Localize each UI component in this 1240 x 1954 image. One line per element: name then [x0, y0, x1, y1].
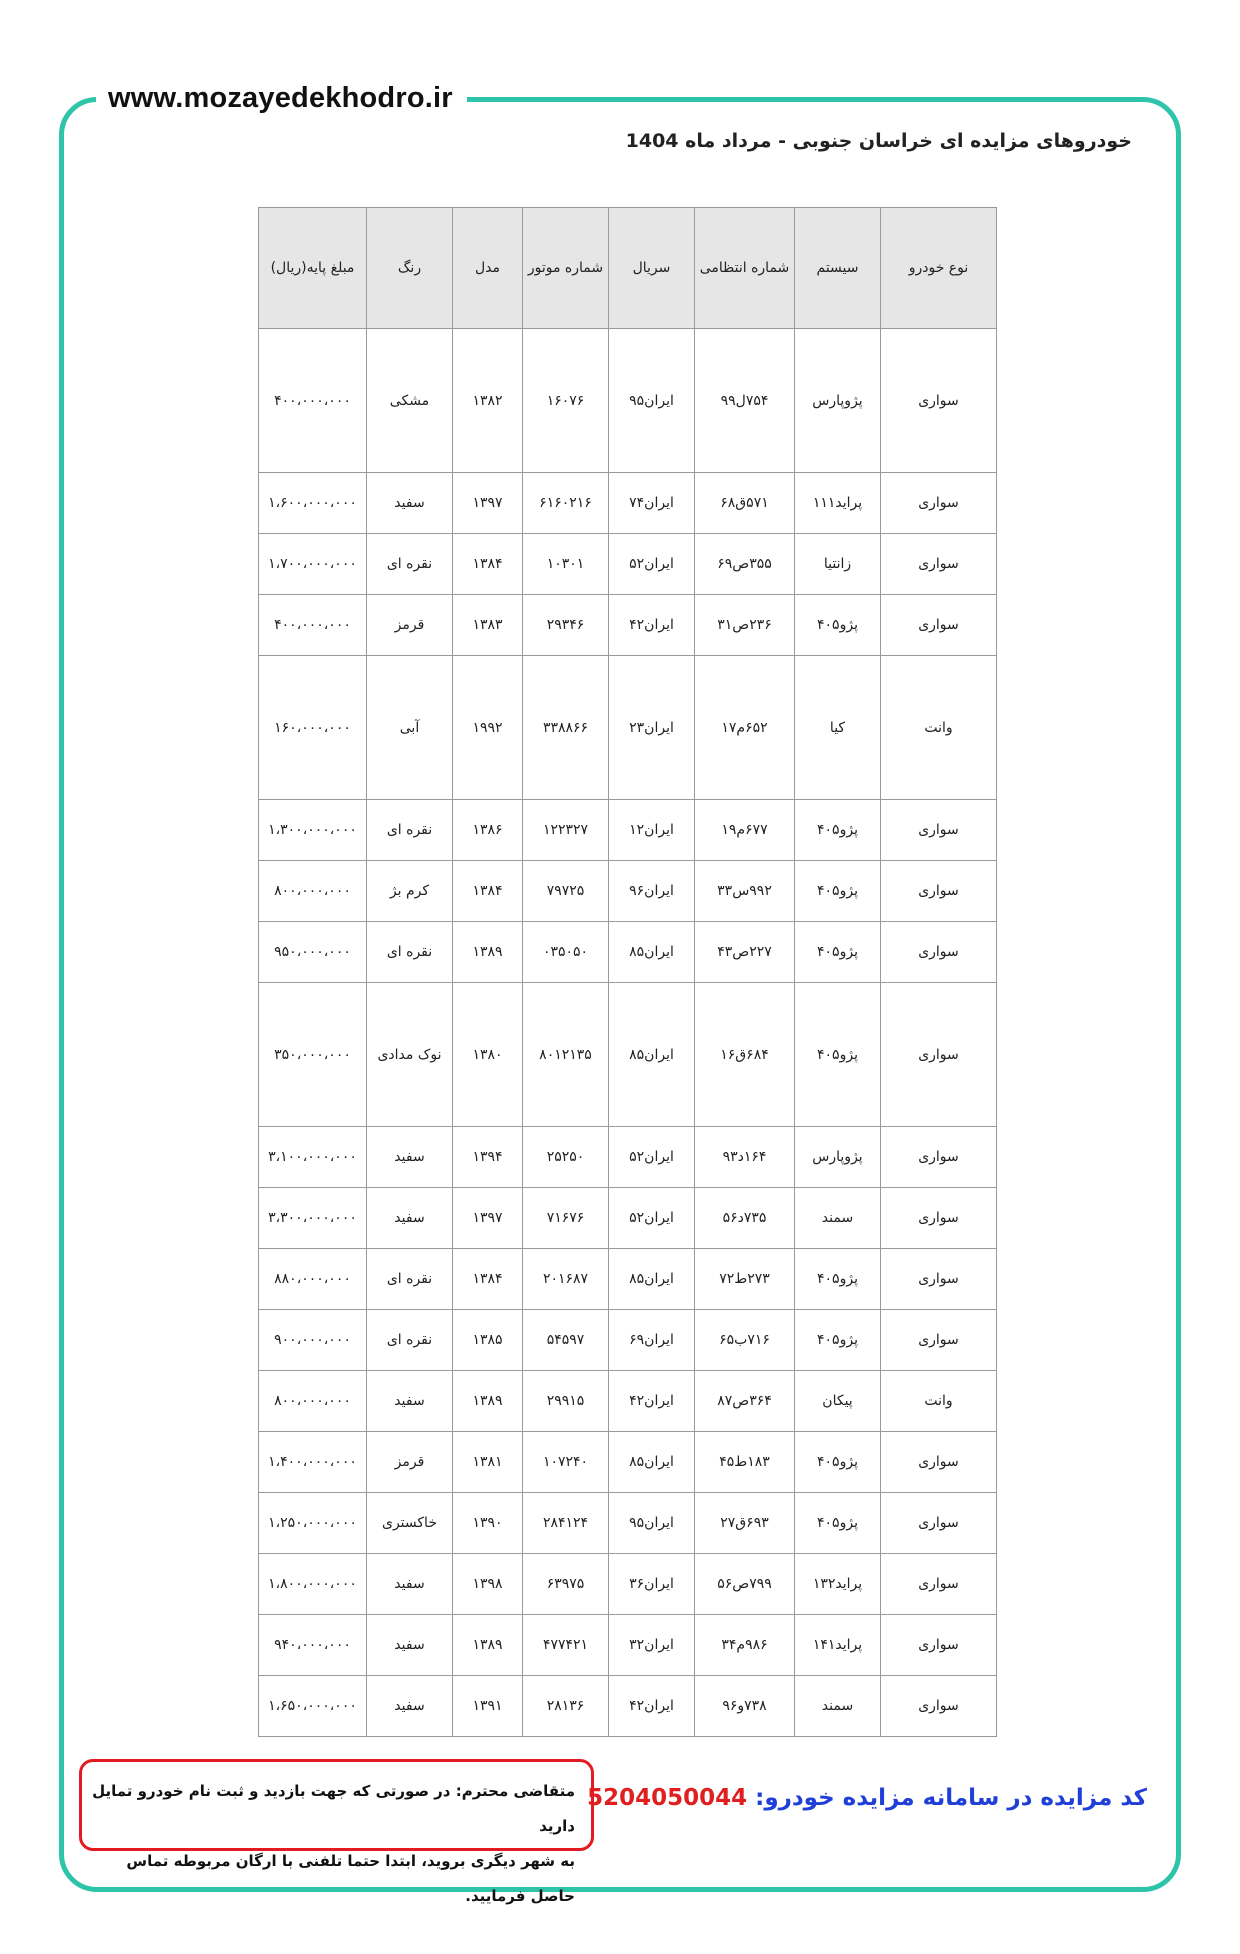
site-url: www.mozayedekhodro.ir [96, 78, 467, 118]
table-row [259, 1127, 997, 1188]
column-header: رنگ [367, 208, 453, 329]
system-cell: پراید۱۳۲ [795, 1554, 881, 1615]
color-cell: نقره ای [367, 1310, 453, 1371]
engine-cell: ۱۰۷۲۴۰ [523, 1432, 609, 1493]
plate-cell: ۲۲۷ص۴۳ [695, 922, 795, 983]
plate-cell: ۲۷۳ط۷۲ [695, 1249, 795, 1310]
model-cell: ۱۳۹۷ [453, 1188, 523, 1249]
system-cell: پیکان [795, 1371, 881, 1432]
model-cell: ۱۳۸۴ [453, 861, 523, 922]
table-row [259, 656, 997, 800]
system-cell: پژو۴۰۵ [795, 1249, 881, 1310]
plate-cell: ۳۶۴ص۸۷ [695, 1371, 795, 1432]
table-row [259, 329, 997, 473]
plate-cell: ۲۳۶ص۳۱ [695, 595, 795, 656]
column-header: مدل [453, 208, 523, 329]
column-header: مبلغ پایه(ریال) [259, 208, 367, 329]
serial-cell: ایران۴۲ [609, 1371, 695, 1432]
model-cell: ۱۳۸۰ [453, 983, 523, 1127]
color-cell: سفید [367, 1371, 453, 1432]
serial-cell: ایران۸۵ [609, 1432, 695, 1493]
color-cell: سفید [367, 1188, 453, 1249]
engine-cell: ۸۰۱۲۱۳۵ [523, 983, 609, 1127]
model-cell: ۱۳۸۹ [453, 922, 523, 983]
plate-cell: ۷۳۵د۵۶ [695, 1188, 795, 1249]
plate-cell: ۱۶۴د۹۳ [695, 1127, 795, 1188]
vehicle-type-cell: سواری [881, 1554, 997, 1615]
table-row [259, 1188, 997, 1249]
table-row [259, 800, 997, 861]
price-cell: ۱،۷۰۰،۰۰۰،۰۰۰ [259, 534, 367, 595]
table-row [259, 473, 997, 534]
color-cell: نوک مدادی [367, 983, 453, 1127]
model-cell: ۱۳۹۰ [453, 1493, 523, 1554]
engine-cell: ۲۹۳۴۶ [523, 595, 609, 656]
color-cell: سفید [367, 1554, 453, 1615]
column-header: سیستم [795, 208, 881, 329]
plate-cell: ۱۸۳ط۴۵ [695, 1432, 795, 1493]
engine-cell: ۲۵۲۵۰ [523, 1127, 609, 1188]
color-cell: نقره ای [367, 1249, 453, 1310]
engine-cell: ۲۹۹۱۵ [523, 1371, 609, 1432]
plate-cell: ۹۹۲س۳۳ [695, 861, 795, 922]
color-cell: نقره ای [367, 534, 453, 595]
price-cell: ۱،۲۵۰،۰۰۰،۰۰۰ [259, 1493, 367, 1554]
system-cell: پراید۱۴۱ [795, 1615, 881, 1676]
document-title: خودروهای مزایده ای خراسان جنوبی - مرداد ماه 1404 [625, 130, 1132, 152]
notice-box [79, 1759, 594, 1905]
vehicle-type-cell: سواری [881, 595, 997, 656]
column-header: سریال [609, 208, 695, 329]
system-cell: پژو۴۰۵ [795, 1432, 881, 1493]
table-row [259, 1249, 997, 1310]
model-cell: ۱۳۸۹ [453, 1615, 523, 1676]
price-cell: ۴۰۰،۰۰۰،۰۰۰ [259, 329, 367, 473]
engine-cell: ۰۳۵۰۵۰ [523, 922, 609, 983]
color-cell: سفید [367, 1615, 453, 1676]
engine-cell: ۱۲۲۳۲۷ [523, 800, 609, 861]
serial-cell: ایران۹۵ [609, 1493, 695, 1554]
auction-code-number: 5204050044 [587, 1785, 748, 1811]
plate-cell: ۹۸۶م۳۴ [695, 1615, 795, 1676]
color-cell: قرمز [367, 1432, 453, 1493]
vehicle-type-cell: سواری [881, 1493, 997, 1554]
system-cell: پژو۴۰۵ [795, 983, 881, 1127]
table-row [259, 1371, 997, 1432]
serial-cell: ایران۲۳ [609, 656, 695, 800]
serial-cell: ایران۸۵ [609, 922, 695, 983]
serial-cell: ایران۳۶ [609, 1554, 695, 1615]
serial-cell: ایران۷۴ [609, 473, 695, 534]
column-header: نوع خودرو [881, 208, 997, 329]
table-row [259, 1432, 997, 1493]
auction-code [587, 1785, 1147, 1811]
system-cell: پژو۴۰۵ [795, 1310, 881, 1371]
vehicles-table [258, 207, 997, 1737]
price-cell: ۳،۱۰۰،۰۰۰،۰۰۰ [259, 1127, 367, 1188]
vehicle-type-cell: سواری [881, 922, 997, 983]
serial-cell: ایران۹۶ [609, 861, 695, 922]
table-row [259, 1310, 997, 1371]
system-cell: پژوپارس [795, 1127, 881, 1188]
price-cell: ۱۶۰،۰۰۰،۰۰۰ [259, 656, 367, 800]
color-cell: خاکستری [367, 1493, 453, 1554]
system-cell: پژو۴۰۵ [795, 861, 881, 922]
vehicle-type-cell: سواری [881, 1249, 997, 1310]
model-cell: ۱۳۹۷ [453, 473, 523, 534]
serial-cell: ایران۳۲ [609, 1615, 695, 1676]
price-cell: ۸۸۰،۰۰۰،۰۰۰ [259, 1249, 367, 1310]
vehicle-type-cell: سواری [881, 329, 997, 473]
vehicle-type-cell: وانت [881, 1371, 997, 1432]
price-cell: ۱،۶۰۰،۰۰۰،۰۰۰ [259, 473, 367, 534]
engine-cell: ۷۹۷۲۵ [523, 861, 609, 922]
serial-cell: ایران۸۵ [609, 1249, 695, 1310]
system-cell: پراید۱۱۱ [795, 473, 881, 534]
engine-cell: ۵۴۵۹۷ [523, 1310, 609, 1371]
price-cell: ۹۰۰،۰۰۰،۰۰۰ [259, 1310, 367, 1371]
engine-cell: ۳۳۸۸۶۶ [523, 656, 609, 800]
price-cell: ۱،۳۰۰،۰۰۰،۰۰۰ [259, 800, 367, 861]
price-cell: ۸۰۰،۰۰۰،۰۰۰ [259, 1371, 367, 1432]
plate-cell: ۶۹۳ق۲۷ [695, 1493, 795, 1554]
vehicle-type-cell: سواری [881, 1432, 997, 1493]
table-header-row [259, 208, 997, 329]
price-cell: ۴۰۰،۰۰۰،۰۰۰ [259, 595, 367, 656]
vehicle-type-cell: سواری [881, 1615, 997, 1676]
table-row [259, 983, 997, 1127]
table-row [259, 534, 997, 595]
table-row [259, 595, 997, 656]
color-cell: آبی [367, 656, 453, 800]
price-cell: ۱،۴۰۰،۰۰۰،۰۰۰ [259, 1432, 367, 1493]
serial-cell: ایران۸۵ [609, 983, 695, 1127]
serial-cell: ایران۶۹ [609, 1310, 695, 1371]
price-cell: ۹۴۰،۰۰۰،۰۰۰ [259, 1615, 367, 1676]
serial-cell: ایران۵۲ [609, 1127, 695, 1188]
system-cell: پژو۴۰۵ [795, 595, 881, 656]
price-cell: ۱،۶۵۰،۰۰۰،۰۰۰ [259, 1676, 367, 1737]
system-cell: پژو۴۰۵ [795, 1493, 881, 1554]
model-cell: ۱۳۸۲ [453, 329, 523, 473]
price-cell: ۳۵۰،۰۰۰،۰۰۰ [259, 983, 367, 1127]
serial-cell: ایران۵۲ [609, 534, 695, 595]
notice-line: به شهر دیگری بروید، ابتدا حتما تلفنی با ارگان مربوطه تماس حاصل فرمایید. [126, 1852, 575, 1905]
vehicle-type-cell: سواری [881, 1310, 997, 1371]
engine-cell: ۲۰۱۶۸۷ [523, 1249, 609, 1310]
color-cell: کرم بژ [367, 861, 453, 922]
system-cell: کیا [795, 656, 881, 800]
system-cell: پژو۴۰۵ [795, 922, 881, 983]
color-cell: مشکی [367, 329, 453, 473]
column-header: شماره موتور [523, 208, 609, 329]
price-cell: ۸۰۰،۰۰۰،۰۰۰ [259, 861, 367, 922]
table-row [259, 861, 997, 922]
column-header: شماره انتظامی [695, 208, 795, 329]
vehicle-type-cell: سواری [881, 1188, 997, 1249]
auction-code-label: کد مزایده در سامانه مزایده خودرو: [755, 1785, 1147, 1811]
plate-cell: ۳۵۵ص۶۹ [695, 534, 795, 595]
model-cell: ۱۳۸۶ [453, 800, 523, 861]
model-cell: ۱۳۹۴ [453, 1127, 523, 1188]
vehicle-type-cell: سواری [881, 800, 997, 861]
serial-cell: ایران۹۵ [609, 329, 695, 473]
model-cell: ۱۳۸۹ [453, 1371, 523, 1432]
plate-cell: ۷۹۹ص۵۶ [695, 1554, 795, 1615]
model-cell: ۱۹۹۲ [453, 656, 523, 800]
vehicle-type-cell: سواری [881, 861, 997, 922]
vehicle-type-cell: سواری [881, 983, 997, 1127]
plate-cell: ۶۸۴ق۱۶ [695, 983, 795, 1127]
serial-cell: ایران۴۲ [609, 1676, 695, 1737]
table-row [259, 922, 997, 983]
plate-cell: ۶۷۷م۱۹ [695, 800, 795, 861]
engine-cell: ۴۷۷۴۲۱ [523, 1615, 609, 1676]
model-cell: ۱۳۸۴ [453, 534, 523, 595]
system-cell: پژوپارس [795, 329, 881, 473]
serial-cell: ایران۵۲ [609, 1188, 695, 1249]
vehicle-type-cell: سواری [881, 534, 997, 595]
engine-cell: ۷۱۶۷۶ [523, 1188, 609, 1249]
model-cell: ۱۳۸۳ [453, 595, 523, 656]
engine-cell: ۱۰۳۰۱ [523, 534, 609, 595]
model-cell: ۱۳۸۴ [453, 1249, 523, 1310]
system-cell: سمند [795, 1676, 881, 1737]
engine-cell: ۲۸۴۱۲۴ [523, 1493, 609, 1554]
engine-cell: ۲۸۱۳۶ [523, 1676, 609, 1737]
vehicle-type-cell: سواری [881, 1676, 997, 1737]
table-row [259, 1676, 997, 1737]
plate-cell: ۶۵۲م۱۷ [695, 656, 795, 800]
price-cell: ۱،۸۰۰،۰۰۰،۰۰۰ [259, 1554, 367, 1615]
plate-cell: ۷۵۴ل۹۹ [695, 329, 795, 473]
model-cell: ۱۳۸۱ [453, 1432, 523, 1493]
color-cell: نقره ای [367, 922, 453, 983]
model-cell: ۱۳۹۸ [453, 1554, 523, 1615]
system-cell: پژو۴۰۵ [795, 800, 881, 861]
color-cell: قرمز [367, 595, 453, 656]
system-cell: سمند [795, 1188, 881, 1249]
table-row [259, 1615, 997, 1676]
vehicle-type-cell: وانت [881, 656, 997, 800]
engine-cell: ۶۱۶۰۲۱۶ [523, 473, 609, 534]
color-cell: سفید [367, 1127, 453, 1188]
model-cell: ۱۳۸۵ [453, 1310, 523, 1371]
system-cell: زانتیا [795, 534, 881, 595]
vehicle-type-cell: سواری [881, 473, 997, 534]
engine-cell: ۱۶۰۷۶ [523, 329, 609, 473]
serial-cell: ایران۴۲ [609, 595, 695, 656]
engine-cell: ۶۳۹۷۵ [523, 1554, 609, 1615]
vehicle-type-cell: سواری [881, 1127, 997, 1188]
color-cell: نقره ای [367, 800, 453, 861]
plate-cell: ۷۳۸و۹۶ [695, 1676, 795, 1737]
notice-line: متقاضی محترم: در صورتی که جهت بازدید و ثبت نام خودرو تمایل دارید [92, 1782, 575, 1835]
price-cell: ۳،۳۰۰،۰۰۰،۰۰۰ [259, 1188, 367, 1249]
table-row [259, 1554, 997, 1615]
model-cell: ۱۳۹۱ [453, 1676, 523, 1737]
plate-cell: ۵۷۱ق۶۸ [695, 473, 795, 534]
price-cell: ۹۵۰،۰۰۰،۰۰۰ [259, 922, 367, 983]
serial-cell: ایران۱۲ [609, 800, 695, 861]
plate-cell: ۷۱۶ب۶۵ [695, 1310, 795, 1371]
color-cell: سفید [367, 473, 453, 534]
color-cell: سفید [367, 1676, 453, 1737]
table-row [259, 1493, 997, 1554]
